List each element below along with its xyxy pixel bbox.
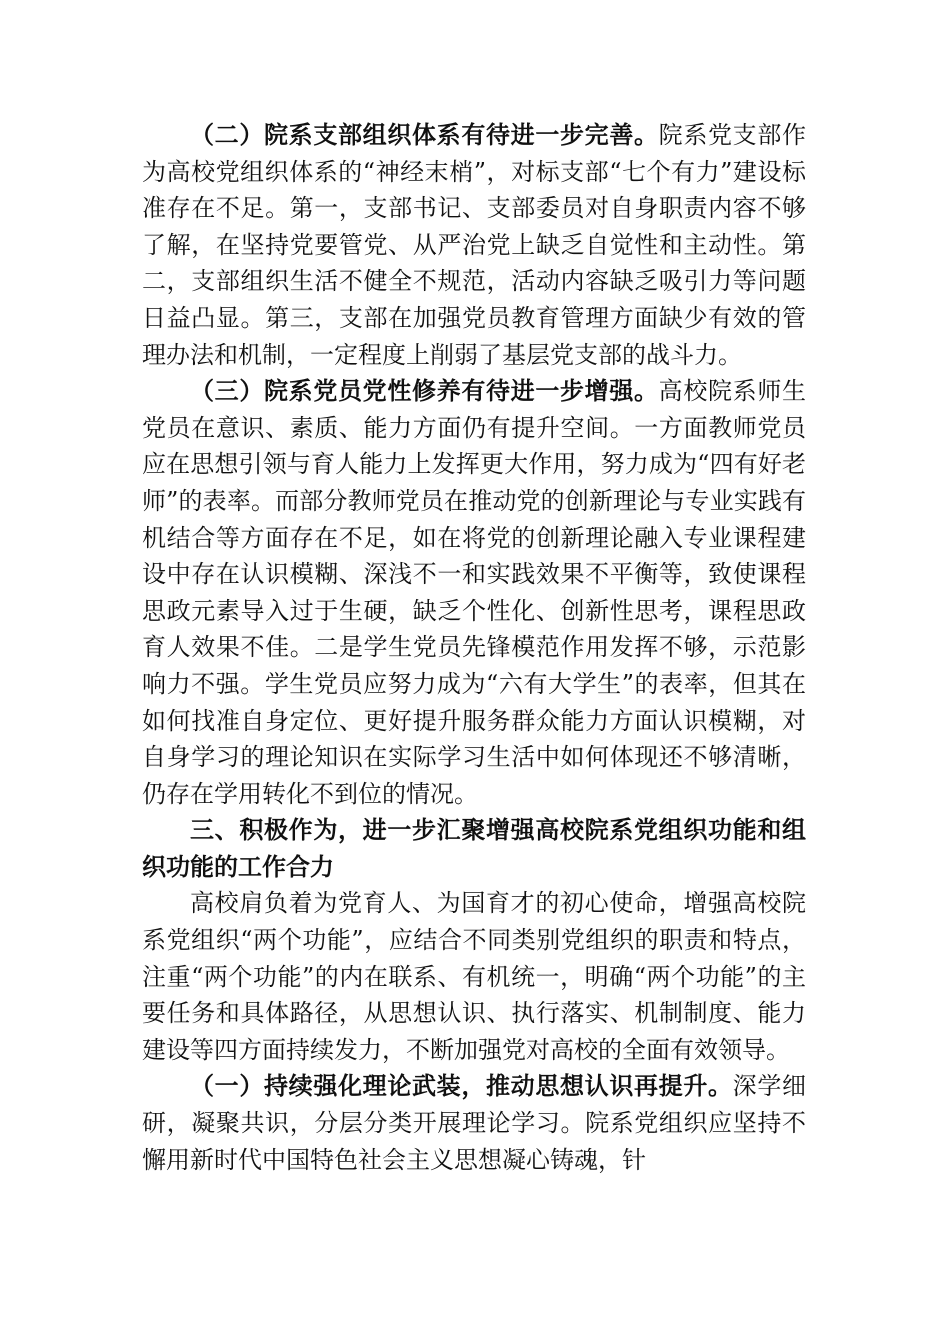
paragraph-intro: 高校肩负着为党育人、为国育才的初心使命，增强高校院系党组织“两个功能”，应结合不同类别党组织的职责和特点，注重“两个功能”的内在联系、有机统一，明确“两个功能”的主要任务和具体路径，从思想认识、执行落实、机制制度、能力建设等四方面持续发力，不断加强党对高校的全面有效领导。 [142, 889, 806, 1064]
paragraph-lead: （一）持续强化理论武装，推动思想认识再提升。 [190, 1071, 733, 1101]
paragraph-lead: （二）院系支部组织体系有待进一步完善。 [190, 120, 659, 149]
paragraph-theory [142, 1068, 806, 1178]
paragraph-lead: （三）院系党员党性修养有待进一步增强。 [190, 376, 659, 406]
paragraph-branch-system [142, 117, 806, 373]
paragraph-body: 高校院系师生党员在意识、素质、能力方面仍有提升空间。一方面教师党员应在思想引领与育人能力上发挥更大作用，努力成为“四有好老师”的表率。而部分教师党员在推动党的创新理论与专业实践有机结合等方面存在不足，如在将党的创新理论融入专业课程建设中存在认识模糊、深浅不一和实践效果不平衡等，致使课程思政元素导入过于生硬，缺乏个性化、创新性思考，课程思政育人效果不佳。二是学生党员先锋模范作用发挥不够，示范影响力不强。学生党员应努力成为“六有大学生”的表率，但其在如何找准自身定位、更好提升服务群众能力方面认识模糊，对自身学习的理论知识在实际学习生活中如何体现还不够清晰，仍存在学用转化不到位的情况。 [142, 377, 807, 808]
paragraph-body: 院系党支部作为高校党组织体系的“神经末梢”，对标支部“七个有力”建设标准存在不足。第一，支部书记、支部委员对自身职责内容不够了解，在坚持党要管党、从严治党上缺乏自觉性和主动性。第二，支部组织生活不健全不规范，活动内容缺乏吸引力等问题日益凸显。第三，支部在加强党员教育管理方面缺少有效的管理办法和机制，一定程度上削弱了基层党支部的战斗力。 [142, 121, 807, 369]
document-page [142, 117, 806, 1178]
section-heading: 三、积极作为，进一步汇聚增强高校院系党组织功能和组织功能的工作合力 [142, 816, 806, 881]
paragraph-body: 深学细研，凝聚共识，分层分类开展理论学习。院系党组织应坚持不懈用新时代中国特色社会主义思想凝心铸魂，针 [142, 1072, 807, 1174]
paragraph-party-spirit [142, 373, 806, 812]
